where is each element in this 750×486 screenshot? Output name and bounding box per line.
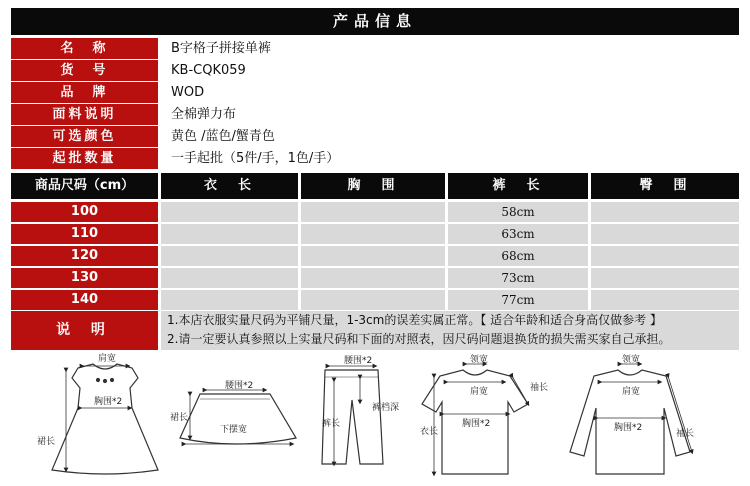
info-label: 名 称 — [11, 38, 158, 59]
tshirt-length-label: 衣长 — [420, 427, 439, 437]
length-cell — [161, 290, 298, 310]
chest-cell — [301, 224, 445, 244]
size-label: 140 — [11, 290, 158, 310]
info-row-brand — [11, 82, 739, 103]
dress-chest-label: 胸围*2 — [94, 397, 123, 407]
info-value: B字格子拼接单裤 — [171, 41, 271, 56]
dress-shoulder-label: 肩宽 — [98, 354, 117, 364]
pants-rise-label: 裤档深 — [372, 403, 400, 413]
hip-cell — [591, 224, 739, 244]
table-row — [11, 224, 739, 244]
size-label: 100 — [11, 202, 158, 222]
info-row-min-order — [11, 148, 739, 169]
header-chest: 胸 围 — [301, 173, 445, 199]
hip-cell — [591, 268, 739, 288]
pants-length-cell: 68cm — [448, 246, 588, 266]
length-cell — [161, 268, 298, 288]
info-label: 货 号 — [11, 60, 158, 81]
note-line: 1.本店衣服实量尺码为平铺尺量，1-3cm的误差实属正常。【 适合年龄和适合身高仅做参考 】 — [167, 313, 662, 327]
dress-length-label: 裙长 — [37, 437, 56, 447]
tshirt-chest-label: 胸围*2 — [462, 419, 491, 429]
skirt-waist-label: 腰围*2 — [225, 381, 254, 391]
dress-diagram — [52, 364, 158, 474]
info-value: 一手起批（5件/手，1色/手） — [171, 151, 340, 166]
skirt-hem-label: 下摆宽 — [220, 425, 248, 435]
info-row-colors — [11, 126, 739, 147]
table-row — [11, 268, 739, 288]
info-label: 起批数量 — [11, 148, 158, 169]
info-value: 黄色 /蓝色/蟹青色 — [171, 129, 275, 144]
info-row-item-number — [11, 60, 739, 81]
size-table-header — [11, 173, 739, 199]
skirt-diagram — [180, 390, 296, 444]
info-label: 品 牌 — [11, 82, 158, 103]
note-line: 2.请一定要认真参照以上实量尺码和下面的对照表，因尺码问题退换货的损失需买家自己承担。 — [167, 332, 671, 346]
longsleeve-chest-label: 胸围*2 — [614, 423, 643, 433]
info-value: WOD — [171, 85, 205, 100]
hip-cell — [591, 246, 739, 266]
info-label: 面料说明 — [11, 104, 158, 125]
pants-length-cell: 58cm — [448, 202, 588, 222]
length-cell — [161, 246, 298, 266]
pants-length-cell: 77cm — [448, 290, 588, 310]
table-row — [11, 290, 739, 310]
info-row-name — [11, 38, 739, 59]
info-value: 全棉弹力布 — [171, 107, 237, 122]
table-row — [11, 246, 739, 266]
pants-waist-label: 腰围*2 — [344, 356, 373, 366]
size-label: 120 — [11, 246, 158, 266]
info-label: 可选颜色 — [11, 126, 158, 147]
size-label: 110 — [11, 224, 158, 244]
tshirt-sleeve-label: 袖长 — [530, 383, 549, 393]
table-row — [11, 202, 739, 222]
skirt-outline-icon — [180, 394, 296, 444]
info-value: KB-CQK059 — [171, 63, 246, 78]
skirt-length-label: 裙长 — [170, 413, 189, 423]
pants-length-cell: 73cm — [448, 268, 588, 288]
info-row-fabric — [11, 104, 739, 125]
length-cell — [161, 202, 298, 222]
pants-length-cell: 63cm — [448, 224, 588, 244]
hip-cell — [591, 290, 739, 310]
notes-label: 说 明 — [11, 311, 158, 350]
header-size: 商品尺码（cm） — [11, 173, 158, 199]
header-pants-length: 裤 长 — [448, 173, 588, 199]
length-cell — [161, 224, 298, 244]
longsleeve-sleeve-label: 袖长 — [676, 429, 695, 439]
hip-cell — [591, 202, 739, 222]
longsleeve-outline-icon — [570, 370, 690, 474]
pants-length-label: 裤长 — [322, 419, 341, 429]
tshirt-collar-label: 领宽 — [470, 355, 489, 365]
size-label: 130 — [11, 268, 158, 288]
pants-diagram — [322, 366, 383, 464]
chest-cell — [301, 268, 445, 288]
pants-outline-icon — [322, 370, 383, 464]
chest-cell — [301, 246, 445, 266]
longsleeve-collar-label: 领宽 — [622, 355, 641, 365]
tshirt-shoulder-label: 肩宽 — [470, 387, 489, 397]
chest-cell — [301, 202, 445, 222]
measurement-diagrams — [0, 352, 750, 486]
chest-cell — [301, 290, 445, 310]
header-length: 衣 长 — [161, 173, 298, 199]
product-info-title: 产品信息 — [11, 8, 739, 35]
header-hip: 臀 围 — [591, 173, 739, 199]
longsleeve-shoulder-label: 肩宽 — [622, 387, 641, 397]
notes-box — [161, 311, 739, 350]
longsleeve-diagram — [570, 364, 695, 474]
